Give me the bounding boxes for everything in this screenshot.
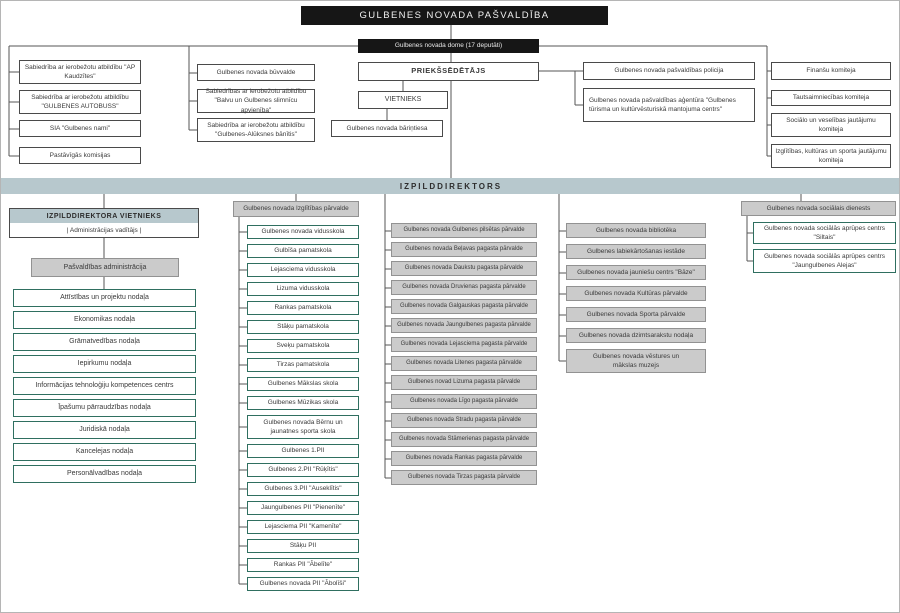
police-node: Gulbenes novada pašvaldības policija xyxy=(583,62,755,80)
institution-item: Gulbenes novada Kultūras pārvalde xyxy=(566,286,706,301)
admin-item: Kancelejas nodaļa xyxy=(13,443,196,461)
parish-item: Gulbenes novada Lejasciema pagasta pārvalde xyxy=(391,337,537,352)
institution-item: Gulbenes novada Sporta pārvalde xyxy=(566,307,706,322)
municipal-body-item: Sabiedrība ar ierobežotu atbildību "Gulbenes-Alūksnes bānītis" xyxy=(197,118,315,142)
committee-item: Tautsaimniecības komiteja xyxy=(771,90,891,106)
education-item: Gulbenes Mākslas skola xyxy=(247,377,359,391)
deputy-executive-node xyxy=(9,208,199,238)
social-header: Gulbenes novada sociālais dienests xyxy=(741,201,896,216)
executive-band: IZPILDDIREKTORS xyxy=(1,178,900,194)
parish-item: Gulbenes novada Jaungulbenes pagasta pārvalde xyxy=(391,318,537,333)
parish-item: Gulbenes novada Stāmerienas pagasta pārvalde xyxy=(391,432,537,447)
parish-item: Gulbenes novada Litenes pagasta pārvalde xyxy=(391,356,537,371)
education-item: Sveķu pamatskola xyxy=(247,339,359,353)
company-item: Pastāvīgās komisijas xyxy=(19,147,141,164)
agency-node: Gulbenes novada pašvaldības aģentūra "Gulbenes tūrisma un kultūrvēsturiskā mantojuma centrs" xyxy=(583,88,755,122)
education-item: Gulbenes Mūzikas skola xyxy=(247,396,359,410)
deputy-executive-subtitle: | Administrācijas vadītājs | xyxy=(10,223,198,237)
education-item: Jaungulbenes PII "Pienenīte" xyxy=(247,501,359,515)
admin-item: Ekonomikas nodaļa xyxy=(13,311,196,329)
education-header: Gulbenes novada Izglītības pārvalde xyxy=(233,201,359,217)
company-item: SIA "Gulbenes nami" xyxy=(19,120,141,137)
education-item: Gulbenes novada PII "Ābolīši" xyxy=(247,577,359,591)
education-item: Gulbenes 2.PII "Rūķītis" xyxy=(247,463,359,477)
parish-item: Gulbenes novad Lizuma pagasta pārvalde xyxy=(391,375,537,390)
parish-item: Gulbenes novada Daukstu pagasta pārvalde xyxy=(391,261,537,276)
parish-item: Gulbenes novada Gulbenes pilsētas pārvalde xyxy=(391,223,537,238)
company-item: Sabiedrība ar ierobežotu atbildību "GULBENES AUTOBUSS" xyxy=(19,90,141,114)
institution-item: Gulbenes novada dzimtsarakstu nodaļa xyxy=(566,328,706,343)
education-item: Lizuma vidusskola xyxy=(247,282,359,296)
education-item: Lejasciema vidusskola xyxy=(247,263,359,277)
committee-item: Finanšu komiteja xyxy=(771,62,891,80)
municipal-body-item: Gulbenes novada būvvalde xyxy=(197,64,315,81)
parish-item: Gulbenes novada Līgo pagasta pārvalde xyxy=(391,394,537,409)
parish-item: Gulbenes novada Tirzas pagasta pārvalde xyxy=(391,470,537,485)
parish-item: Gulbenes novada Galgauskas pagasta pārvalde xyxy=(391,299,537,314)
education-item: Lejasciema PII "Kamenīte" xyxy=(247,520,359,534)
education-item: Stāķu pamatskola xyxy=(247,320,359,334)
institution-item: Gulbenes labiekārtošanas iestāde xyxy=(566,244,706,259)
education-item: Gulbenes 1.PII xyxy=(247,444,359,458)
institution-item: Gulbenes novada vēstures un mākslas muzejs xyxy=(566,349,706,373)
committee-item: Izglītības, kultūras un sporta jautājumu komiteja xyxy=(771,144,891,168)
orphans-court-node: Gulbenes novada bāriņtiesa xyxy=(331,120,443,137)
education-item: Gulbenes novada vidusskola xyxy=(247,225,359,239)
admin-item: Personālvadības nodaļa xyxy=(13,465,196,483)
education-item: Gulbīša pamatskola xyxy=(247,244,359,258)
education-item: Rankas pamatskola xyxy=(247,301,359,315)
parish-item: Gulbenes novada Rankas pagasta pārvalde xyxy=(391,451,537,466)
parish-item: Gulbenes novada Beļavas pagasta pārvalde xyxy=(391,242,537,257)
education-item: Gulbenes 3.PII "Auseklītis" xyxy=(247,482,359,496)
admin-item: Iepirkumu nodaļa xyxy=(13,355,196,373)
municipal-body-item: Sabiedrības ar ierobežotu atbildību "Balvu un Gulbenes slimnīcu apvienība" xyxy=(197,89,315,113)
institution-item: Gulbenes novada bibliotēka xyxy=(566,223,706,238)
admin-item: Īpašumu pārraudzības nodaļa xyxy=(13,399,196,417)
education-item: Rankas PII "Ābelīte" xyxy=(247,558,359,572)
admin-item: Juridiskā nodaļa xyxy=(13,421,196,439)
education-item: Gulbenes novada Bērnu un jaunatnes sporta skola xyxy=(247,415,359,439)
education-item: Tirzas pamatskola xyxy=(247,358,359,372)
deputy-chairman-node: VIETNIEKS xyxy=(358,91,448,109)
deputy-executive-title: IZPILDDIREKTORA VIETNIEKS xyxy=(10,209,198,223)
company-item: Sabiedrība ar ierobežotu atbildību "AP Kaudzītes" xyxy=(19,60,141,84)
parish-item: Gulbenes novada Druvienas pagasta pārvalde xyxy=(391,280,537,295)
page-title: GULBENES NOVADA PAŠVALDĪBA xyxy=(301,6,608,25)
admin-item: Grāmatvedības nodaļa xyxy=(13,333,196,351)
admin-item: Attīstības un projektu nodaļa xyxy=(13,289,196,307)
social-item: Gulbenes novada sociālās aprūpes centrs "Siltais" xyxy=(753,222,896,244)
education-item: Stāķu PII xyxy=(247,539,359,553)
parish-item: Gulbenes novada Stradu pagasta pārvalde xyxy=(391,413,537,428)
council-node: Gulbenes novada dome (17 deputāti) xyxy=(358,39,539,53)
committee-item: Sociālo un veselības jautājumu komiteja xyxy=(771,113,891,137)
chairman-node: PRIEKŠSĒDĒTĀJS xyxy=(358,62,539,81)
admin-item: Informācijas tehnoloģiju kompetences centrs xyxy=(13,377,196,395)
social-item: Gulbenes novada sociālās aprūpes centrs "Jaungulbenes Alejas" xyxy=(753,249,896,273)
administration-header: Pašvaldības administrācija xyxy=(31,258,179,277)
institution-item: Gulbenes novada jauniešu centrs "Bāze" xyxy=(566,265,706,280)
